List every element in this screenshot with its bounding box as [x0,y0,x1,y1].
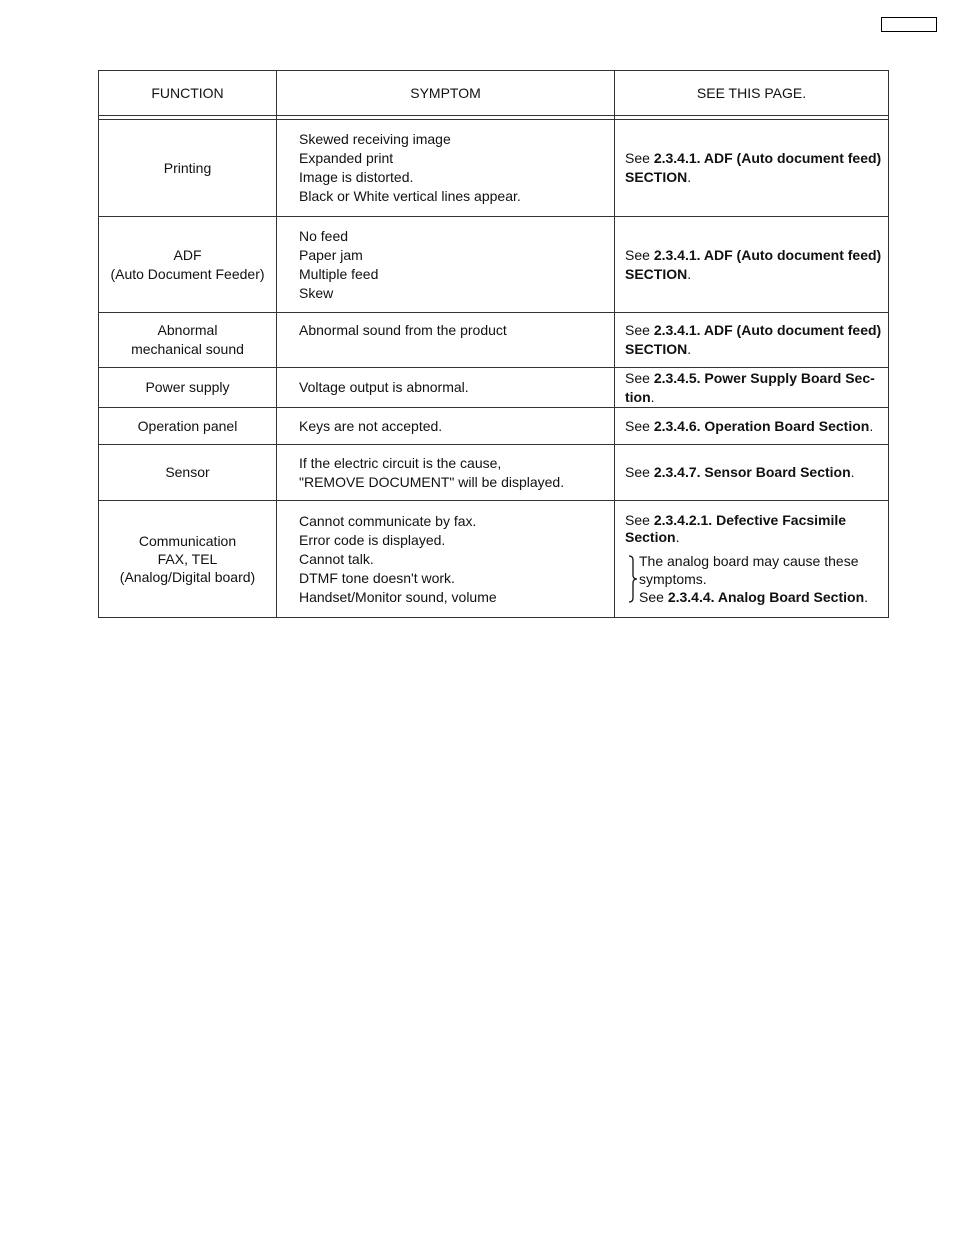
symptom-text: Error code is displayed. [299,531,446,548]
see-reference-link[interactable]: 2.3.4.1. ADF (Auto document feed) SECTION [625,246,882,282]
function-text: (Auto Document Feeder) [110,265,265,282]
see-reference-link[interactable]: 2.3.4.1. ADF (Auto document feed) SECTION [625,150,882,185]
note-text: symptoms. [639,571,707,587]
see-page-cell [615,368,889,408]
symptom-cell [277,368,615,408]
see-reference-link[interactable]: 2.3.4.5. Power Supply Board Sec-tion [625,369,875,405]
table-row [99,445,889,501]
function-cell [99,313,277,368]
see-suffix: . [687,169,692,185]
see-prefix: See [625,417,654,434]
see-suffix: . [864,589,869,605]
function-cell [99,445,277,501]
symptom-cell [277,501,615,618]
see-suffix: . [687,341,692,357]
function-text: Printing [163,159,212,176]
header-function: FUNCTION [99,71,277,116]
symptom-cell [277,120,615,217]
see-reference-link[interactable]: 2.3.4.1. ADF (Auto document feed) SECTION [625,322,882,357]
analog-note [625,552,884,606]
see-prefix: See [639,589,668,605]
see-reference-link[interactable]: 2.3.4.6. Operation Board Section [653,417,870,434]
function-cell [99,217,277,313]
symptom-text: Skew [299,284,334,301]
see-page-cell [615,217,889,313]
function-cell [99,501,277,618]
symptom-cell [277,408,615,445]
see-page-cell [615,408,889,445]
table-row [99,313,889,368]
function-text: (Analog/Digital board) [119,569,256,585]
see-page-cell [615,501,889,618]
header-symptom: SYMPTOM [277,71,615,116]
see-prefix: See [625,512,654,528]
see-suffix: . [687,265,692,282]
symptom-cell [277,313,615,368]
table-row [99,368,889,408]
see-prefix: See [625,369,654,386]
function-text: FAX, TEL [157,551,218,567]
function-text: Power supply [145,379,230,395]
symptom-text: Multiple feed [299,265,379,282]
symptom-text: If the electric circuit is the cause, [299,454,502,471]
symptom-cell [277,445,615,501]
see-page-cell [615,313,889,368]
see-primary [625,512,884,546]
see-reference-link[interactable]: 2.3.4.4. Analog Board Section [667,589,865,605]
function-text: mechanical sound [131,341,244,357]
symptom-text: Skewed receiving image [299,131,451,147]
function-text: ADF [173,246,202,263]
troubleshooting-table [98,70,889,618]
symptom-text: Handset/Monitor sound, volume [299,588,497,605]
table-row [99,217,889,313]
symptom-cell [277,217,615,313]
see-prefix: See [625,322,654,338]
curly-brace-icon [625,552,639,606]
table-row [99,408,889,445]
see-prefix: See [625,150,654,166]
symptom-text: Black or White vertical lines appear. [299,188,521,204]
function-text: Sensor [165,464,210,480]
function-cell [99,408,277,445]
function-cell [99,120,277,217]
see-reference-link[interactable]: 2.3.4.2.1. Defective Facsimile Section [625,512,847,545]
symptom-text: Keys are not accepted. [299,417,443,434]
note-see [639,588,884,606]
see-suffix: . [650,388,655,405]
note-text: The analog board may cause these [639,553,859,569]
function-text: Operation panel [137,417,238,434]
table-row [99,120,889,217]
see-reference-link[interactable]: 2.3.4.7. Sensor Board Section [653,464,851,480]
symptom-text: Abnormal sound from the product [299,322,507,338]
symptom-text: Expanded print [299,150,394,166]
function-text: Abnormal [157,322,218,338]
see-prefix: See [625,464,654,480]
function-cell [99,368,277,408]
header-see-this-page: SEE THIS PAGE. [615,71,889,116]
symptom-text: Voltage output is abnormal. [299,379,469,395]
table-header-row [99,71,889,116]
symptom-text: Paper jam [299,246,363,263]
symptom-text: Cannot communicate by fax. [299,512,477,529]
see-suffix: . [869,417,874,434]
symptom-text: Image is distorted. [299,169,414,185]
see-suffix: . [675,529,680,545]
symptom-text: DTMF tone doesn't work. [299,569,455,586]
symptom-text: Cannot talk. [299,550,374,567]
page-number-box [881,17,937,32]
see-suffix: . [850,464,855,480]
see-page-cell [615,120,889,217]
function-text: Communication [138,533,237,549]
table-row [99,501,889,618]
see-page-cell [615,445,889,501]
symptom-text: No feed [299,227,349,244]
see-prefix: See [625,246,654,263]
symptom-text: "REMOVE DOCUMENT" will be displayed. [299,473,565,490]
